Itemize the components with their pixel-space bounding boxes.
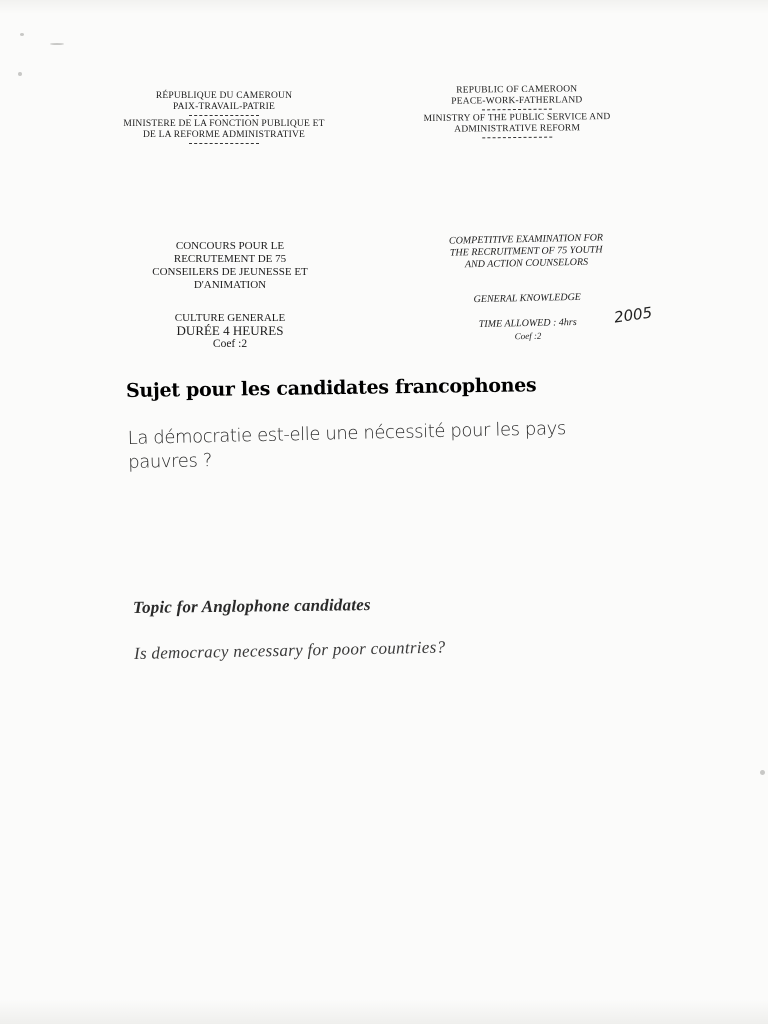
anglophone-question: Is democracy necessary for poor countries?	[133, 637, 446, 663]
ministry-en-line1: MINISTRY OF THE PUBLIC SERVICE AND	[423, 112, 611, 124]
header-english	[406, 84, 629, 142]
scan-speck	[50, 43, 64, 45]
divider	[482, 137, 552, 139]
header-french	[110, 91, 338, 147]
scan-speck	[20, 33, 24, 36]
exam-info-english	[411, 232, 643, 345]
duration-fr: DURÉE 4 HEURES	[176, 323, 284, 338]
exam-title-en-line1: COMPETITIVE EXAMINATION FOR	[448, 232, 604, 247]
coefficient-fr: Coef :2	[212, 338, 248, 350]
handwritten-year: 2005	[612, 303, 654, 327]
exam-info-french	[130, 240, 330, 351]
francophone-question: La démocratie est-elle une nécessité pour les pays pauvres ?	[127, 418, 567, 473]
country-name-en: REPUBLIC OF CAMEROON	[456, 84, 578, 96]
motto-en: PEACE-WORK-FATHERLAND	[451, 95, 583, 107]
francophone-topic-title: Sujet pour les candidates francophones	[125, 374, 537, 402]
scan-speck	[18, 72, 22, 76]
subject-fr: CULTURE GENERALE	[174, 312, 286, 324]
ministry-fr-line2: DE LA REFORME ADMINISTRATIVE	[142, 130, 306, 140]
exam-title-fr-line2: RECRUTEMENT DE 75	[173, 253, 287, 265]
divider	[189, 143, 259, 144]
motto-fr: PAIX-TRAVAIL-PATRIE	[173, 102, 275, 112]
exam-title-en-line3: AND ACTION COUNSELORS	[464, 256, 589, 271]
divider	[189, 115, 259, 116]
exam-title-fr-line3: CONSEILERS DE JEUNESSE ET	[152, 266, 308, 278]
scan-speck	[760, 770, 765, 775]
ministry-fr-line1: MINISTERE DE LA FONCTION PUBLIQUE ET	[123, 119, 325, 129]
scan-edge-bottom	[0, 1000, 768, 1024]
coefficient-en: Coef :2	[514, 330, 542, 342]
divider	[482, 109, 552, 111]
country-name-fr: RÉPUBLIQUE DU CAMEROUN	[155, 91, 293, 101]
exam-title-fr-line1: CONCOURS POUR LE	[175, 240, 285, 252]
scan-edge-top	[0, 0, 768, 14]
time-allowed-en: TIME ALLOWED : 4hrs	[478, 316, 577, 331]
ministry-en-line2: ADMINISTRATIVE REFORM	[454, 123, 581, 135]
anglophone-topic-title: Topic for Anglophone candidates	[132, 595, 371, 617]
subject-en: GENERAL KNOWLEDGE	[473, 291, 581, 306]
exam-title-fr-line4: D'ANIMATION	[193, 279, 267, 291]
exam-title-en-line2: THE RECRUITMENT OF 75 YOUTH	[449, 244, 603, 259]
